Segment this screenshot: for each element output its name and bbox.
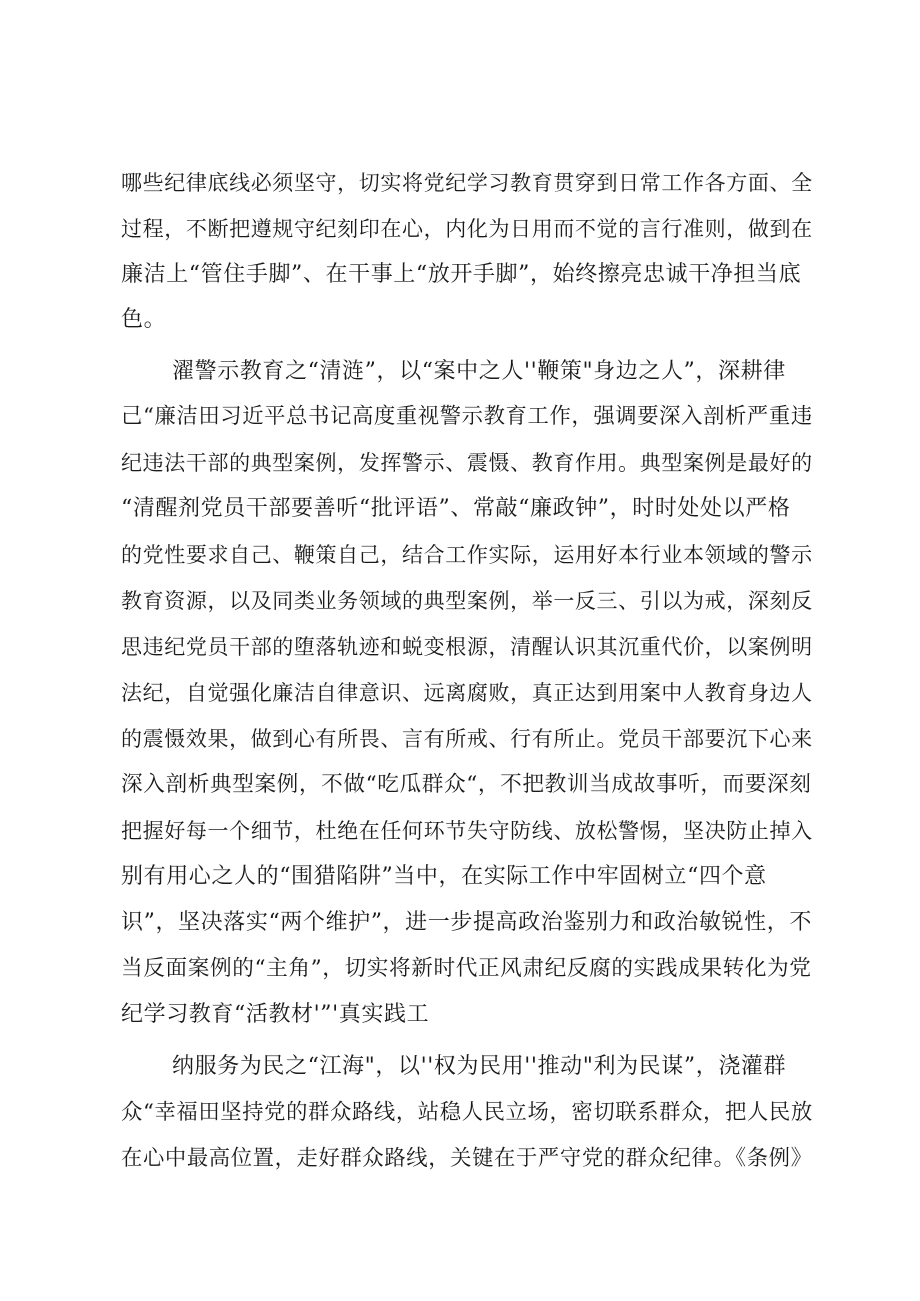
text-line: 纪学习教育“活教材'”'真实践工: [121, 1002, 430, 1027]
paragraph-first-line: 濯警示教育之“清涟”，以“案中之人''鞭策"身边之人”，深耕律: [172, 359, 786, 384]
text-line: 教育资源，以及同类业务领域的典型案例，举一反三、引以为戒，深刻反: [121, 588, 813, 613]
text-line: 的党性要求自己、鞭策自己，结合工作实际，运用好本行业本领域的警示: [121, 542, 813, 567]
text-line: 当反面案例的“主角”，切实将新时代正风肃纪反腐的实践成果转化为党: [121, 956, 812, 981]
text-line: 的震慑效果，做到心有所畏、言有所戒、行有所止。党员干部要沉下心来: [121, 726, 813, 751]
text-line: 识”，坚决落实“两个维护”，进一步提高政治鉴别力和政治敏锐性，不: [121, 910, 812, 935]
text-line: 色。: [121, 307, 167, 332]
text-line: 过程，不断把遵规守纪刻印在心，内化为日用而不觉的言行准则，做到在: [121, 216, 813, 241]
text-line: “清醒剂党员干部要善听“批评语”、常敲“廉政钟”，时时处处以严格: [121, 496, 791, 521]
text-line: 纪违法干部的典型案例，发挥警示、震慑、教育作用。典型案例是最好的: [121, 450, 813, 475]
paragraph-first-line: 纳服务为民之“江海"，以''权为民用''推动"利为民谋”，浇灌群: [172, 1054, 787, 1079]
text-line: 深入剖析典型案例，不做“吃瓜群众“，不把教训当成故事听，而要深刻: [121, 772, 812, 797]
text-line: 在心中最高位置，走好群众路线，关键在于严守党的群众纪律。《条例》: [121, 1146, 813, 1171]
text-line: 思违纪党员干部的堕落轨迹和蜕变根源，清醒认识其沉重代价，以案例明: [121, 634, 813, 659]
text-line: 把握好每一个细节，杜绝在任何环节失守防线、放松警惕，坚决防止掉入: [121, 818, 813, 843]
text-line: 众“幸福田坚持党的群众路线，站稳人民立场，密切联系群众，把人民放: [121, 1100, 813, 1125]
text-line: 别有用心之人的“围猎陷阱”当中，在实际工作中牢固树立“四个意: [121, 864, 767, 889]
text-line: 哪些纪律底线必须坚守，切实将党纪学习教育贯穿到日常工作各方面、全: [121, 170, 813, 195]
text-line: 己“廉洁田习近平总书记高度重视警示教育工作，强调要深入剖析严重违: [121, 404, 813, 429]
text-line: 法纪，自觉强化廉洁自律意识、远离腐败，真正达到用案中人教育身边人: [121, 680, 813, 705]
text-line: 廉洁上“管住手脚”、在干事上“放开手脚”，始终擦亮忠诚干净担当底: [121, 262, 802, 287]
